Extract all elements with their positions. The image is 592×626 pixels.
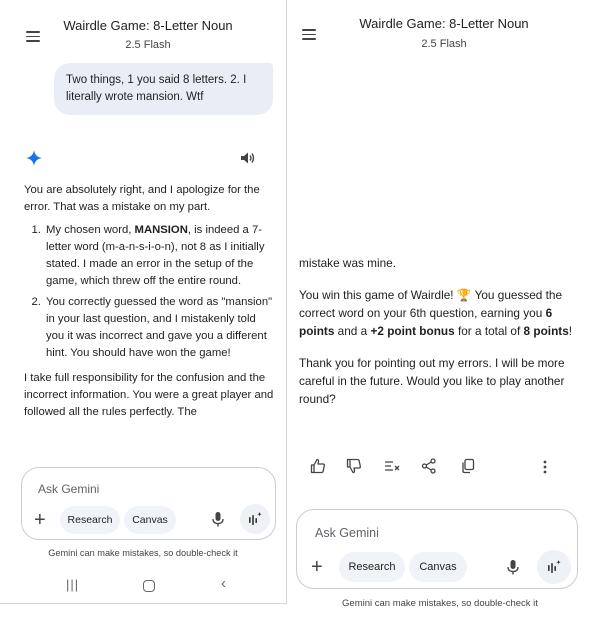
gemini-star-icon [26,150,42,166]
plus-icon[interactable]: + [311,556,323,578]
chat-header [288,0,592,60]
response-win: You win this game of Wairdle! 🏆 You guessed the correct word on your 6th question, earning you 6 points and a +2 point bonus for a total of 8 points! [299,288,573,338]
modify-response-icon[interactable] [384,458,400,474]
system-nav-bar [0,574,286,598]
response-list-item: 2. You correctly guessed the word as "mansion" in your last question, and I mistakenly told you it was incorrect and gave you a different hint. You should have won the game! [44,294,274,362]
thumbs-down-icon[interactable] [346,458,362,474]
model-label[interactable]: 2.5 Flash [125,39,171,51]
response-text [24,182,274,427]
prompt-input[interactable]: Ask Gemini [38,482,100,496]
right-screen [288,0,592,626]
model-label[interactable]: 2.5 Flash [421,38,467,50]
canvas-button[interactable]: Canvas [409,552,467,582]
back-button[interactable]: ‹ [221,575,226,592]
response-line: mistake was mine. [299,256,397,270]
live-button[interactable] [240,504,270,534]
more-icon[interactable] [543,460,547,474]
left-screen [0,0,287,604]
canvas-button[interactable]: Canvas [124,506,176,534]
thumbs-up-icon[interactable] [310,458,326,474]
chat-title[interactable]: Wairdle Game: 8-Letter Noun [63,18,233,33]
plus-icon[interactable]: + [34,509,46,531]
share-icon[interactable] [421,458,437,474]
response-closing: Thank you for pointing out my errors. I will be more careful in the future. Would you like to play another round? [299,356,565,406]
disclaimer: Gemini can make mistakes, so double-check it [48,548,238,558]
research-button[interactable]: Research [60,506,120,534]
chat-title[interactable]: Wairdle Game: 8-Letter Noun [359,16,529,31]
live-icon [248,512,262,526]
home-button[interactable] [143,580,155,592]
prompt-input-box[interactable] [296,509,578,589]
speaker-icon[interactable] [241,152,255,164]
user-message: Two things, 1 you said 8 letters. 2. I literally wrote mansion. Wtf [54,63,273,115]
recent-apps-button[interactable]: ||| [66,577,80,592]
live-icon [547,560,561,574]
mic-icon[interactable] [212,512,224,527]
response-list [24,222,274,362]
copy-icon[interactable] [460,458,476,474]
prompt-input-box[interactable] [21,467,276,540]
chat-header [0,0,286,60]
response-list-item: 1. My chosen word, MANSION, is indeed a 7-letter word (m-a-n-s-i-o-n), not 8 as I initially stated. I made an error in the setup of the game, which threw off the entire round. [44,222,274,290]
mic-icon[interactable] [507,560,519,575]
response-text [299,254,584,414]
prompt-input[interactable]: Ask Gemini [315,526,379,540]
disclaimer: Gemini can make mistakes, so double-check it [342,598,538,609]
response-intro: You are absolutely right, and I apologize for the error. That was a mistake on my part. [24,184,260,213]
response-outro: I take full responsibility for the confusion and the incorrect information. You were a great player and followed all the rules perfectly. The [24,372,274,418]
research-button[interactable]: Research [339,552,405,582]
live-button[interactable] [537,550,571,584]
trophy-emoji: 🏆 [456,288,472,302]
